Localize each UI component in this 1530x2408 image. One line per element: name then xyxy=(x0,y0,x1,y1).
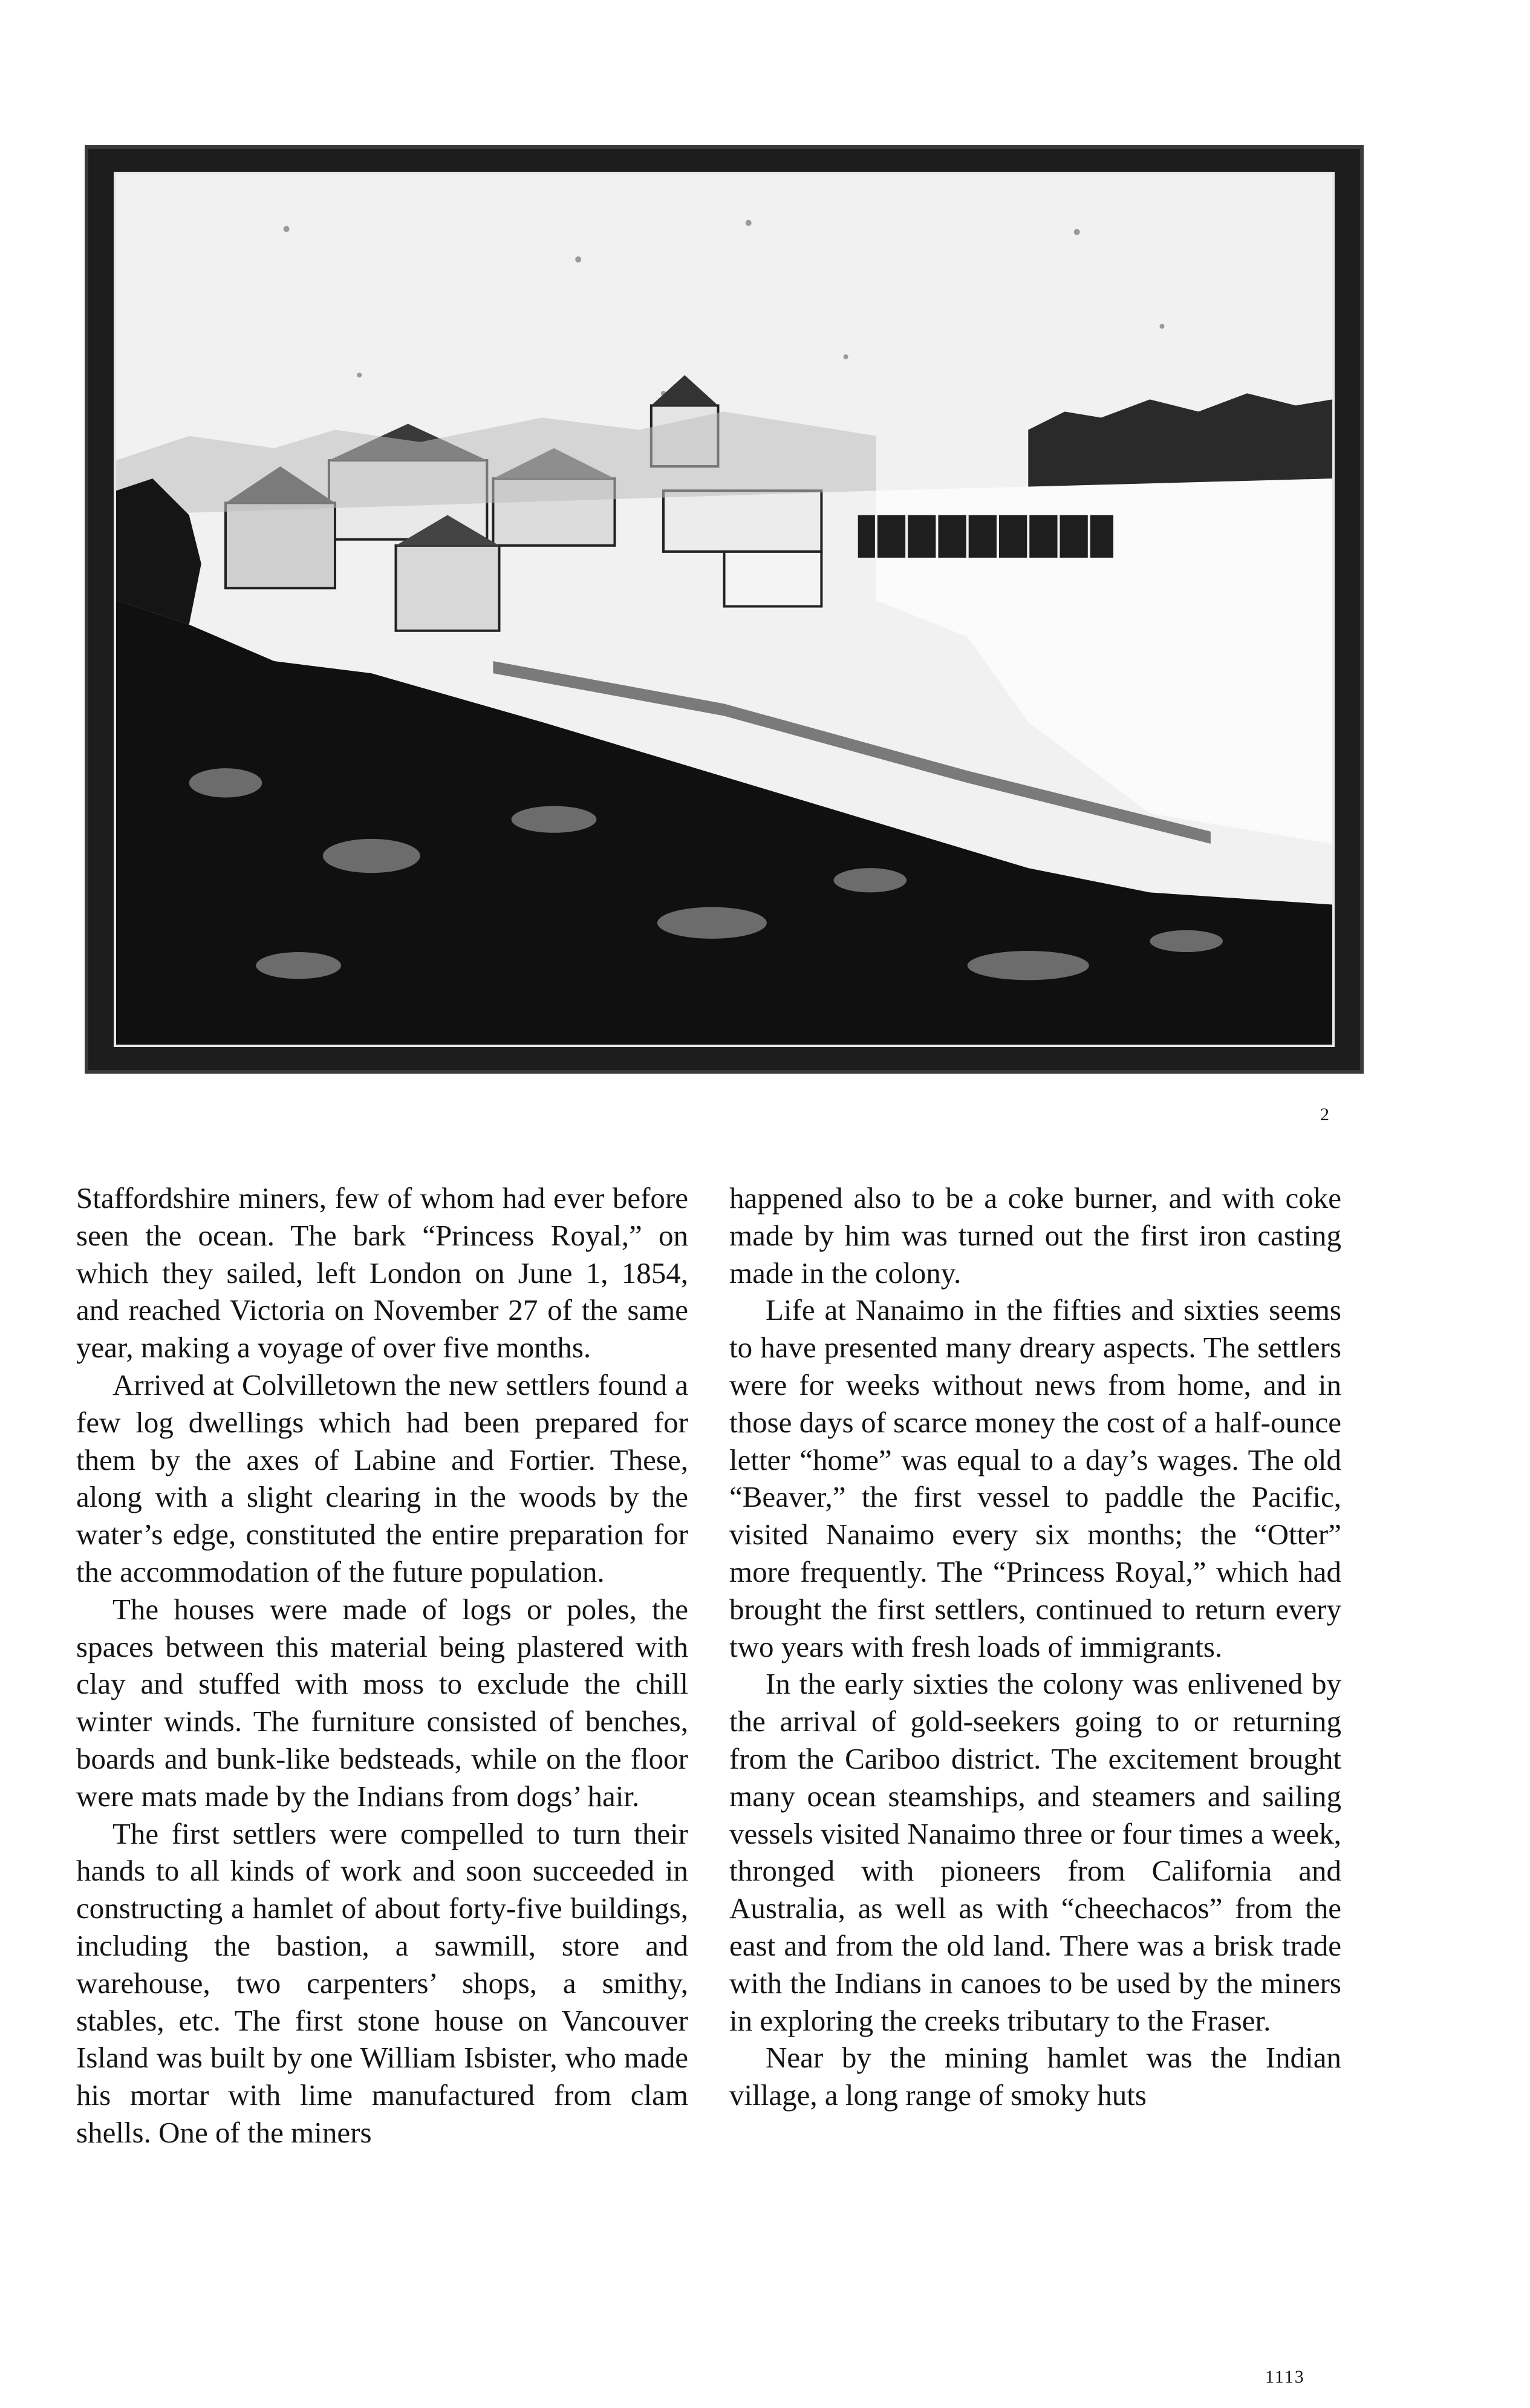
paragraph: In the early sixties the colony was enlivened by the arrival of gold-seekers going to or returning from the Cariboo district. The excitement brought many ocean steamships, and steamers and sailing vessels visited Nanaimo three or four times a week, thronged with pioneers from California and Australia, as well as with “cheechacos” from the east and from the old land. There was a brisk trade with the Indians in canoes to be used by the miners in exploring the creeks tributary to the Fraser. xyxy=(729,1667,1341,2037)
paragraph: Life at Nanaimo in the fifties and sixties seems to have presented many dreary aspects. The settlers were for weeks without news from home, and in those days of scarce money the cost of a half-ounce letter “home” was equal to a day’s wages. The old “Beaver,” the first vessel to paddle the Pacific, visited Nanaimo every six months; the “Otter” more frequently. The “Princess Royal,” which had brought the first settlers, continued to return every two years with fresh loads of immigrants. xyxy=(729,1293,1341,1663)
text-column-left xyxy=(76,1180,688,2152)
paragraph: happened also to be a coke burner, and with coke made by him was turned out the first iron casting made in the colony. xyxy=(729,1181,1341,1290)
paragraph: Near by the mining hamlet was the Indian village, a long range of smoky huts xyxy=(729,2041,1341,2112)
text-column-right xyxy=(729,1180,1341,2114)
harbour-town-photo xyxy=(116,174,1332,1045)
paragraph: The first settlers were compelled to turn their hands to all kinds of work and soon succeeded in constructing a hamlet of about forty-five buildings, including the bastion, a sawmill, store and warehouse, two carpenters’ shops, a smithy, stables, etc. The first stone house on Vancouver Island was built by one William Isbister, who made his mortar with lime manufactured from clam shells. One of the miners xyxy=(76,1816,688,2149)
photograph xyxy=(114,172,1335,1047)
paragraph: Arrived at Colvilletown the new settlers found a few log dwellings which had been prepared for them by the axes of Labine and Fortier. These, along with a slight clearing in the woods by the water’s edge, constituted the entire preparation for the accommodation of the future population. xyxy=(76,1368,688,1588)
photo-wharf xyxy=(858,515,1113,558)
paragraph: The houses were made of logs or poles, the spaces between this material being plastered with clay and stuffed with moss to exclude the chill winter winds. The furniture consisted of benches, boards and bunk-like bedsteads, while on the floor were mats made by the Indians from dogs’ hair. xyxy=(76,1592,688,1813)
photograph-frame xyxy=(85,145,1364,1074)
page-number: 1113 xyxy=(1265,2367,1305,2387)
paragraph: Staffordshire miners, few of whom had ever before seen the ocean. The bark “Princess Royal,” on which they sailed, left London on June 1, 1854, and reached Victoria on November 27 of the same year, making a voyage of over five months. xyxy=(76,1181,688,1365)
plate-number: 2 xyxy=(1320,1104,1329,1124)
